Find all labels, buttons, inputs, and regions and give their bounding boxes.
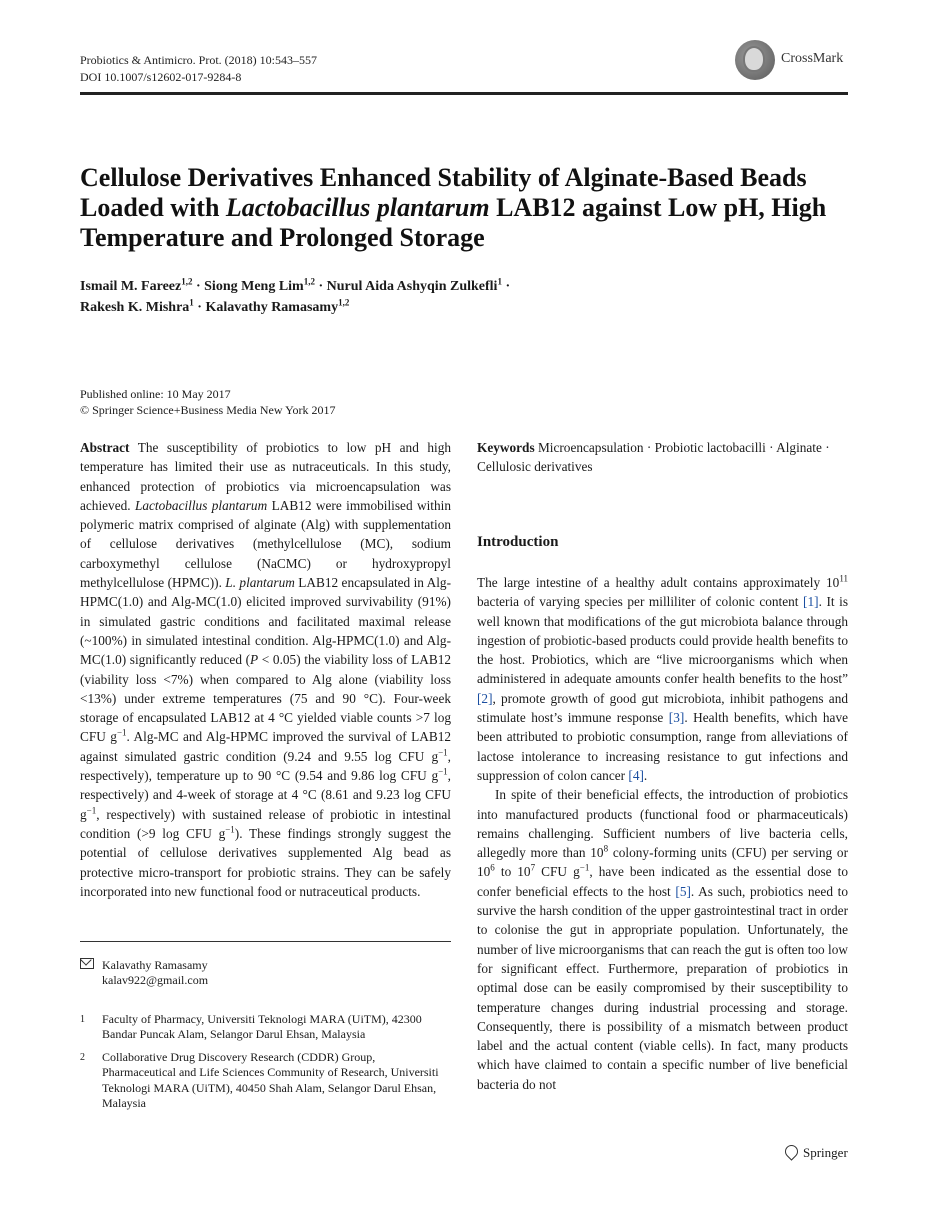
author[interactable]: Nurul Aida Ashyqin Zulkefli$^1$ [326,276,502,294]
journal-citation: Probiotics & Antimicro. Prot. (2018) 10:543–557 [80,53,317,67]
crossmark-icon [735,40,775,80]
corresponding-author [80,958,451,989]
paragraph: The large intestine of a healthy adult contains approximately $10^{11}$ bacteria of varying species per milliliter of colonic content [1]. It is well known that modifications of the gut microbiota balance through ingestion of probiotic-based products could provide health benefits to the host. Probiotics, which are “live microorganisms which when administered in adequate amounts confer health benefits to the host” [2], promote growth of good gut microbiota, inhibit pathogens and stimulate host’s immune response [3]. Health benefits, which have been attributed to probiotic consumption, range from alleviations of lactose intolerance to increasing resistance to gut infections and suppression of colon cancer [4]. [477,573,848,783]
author-list: Ismail M. Fareez$^{1,2}$ · Siong Meng Lim$^{1,2}$ · Nurul Aida Ashyqin Zulkefli$^1$ · Rakesh K. Mishra$^1$ · Kalavathy Ramasamy$^{1,2}$ [80,276,511,315]
citation-link[interactable]: [2] [477,690,493,706]
citation-link[interactable]: [3] [668,710,685,726]
copyright: © Springer Science+Business Media New York 2017 [80,403,336,417]
envelope-icon [80,958,94,973]
crossmark-label: CrossMark [781,51,844,66]
article-title: Cellulose Derivatives Enhanced Stability of Alginate-Based Beads Loaded with Lactobacillus plantarum LAB12 against Low pH, High Temperature and Prolonged Storage [80,163,827,252]
published-date: Published online: 10 May 2017 [80,387,231,401]
header-rule [80,92,848,95]
author[interactable]: Rakesh K. Mishra$^1$ [80,297,194,315]
citation-link[interactable]: [4] [628,767,644,783]
affiliation-2: 2 Collaborative Drug Discovery Research (CDDR) Group, Pharmaceutical and Life Sciences Community of Research, Universiti Teknologi MARA (UiTM), 40450 Shah Alam, Selangor Darul Ehsan, Malaysia [80,1050,439,1110]
footnote-rule [80,941,451,942]
corresponding-name: Kalavathy Ramasamy [102,958,208,972]
doi[interactable]: DOI 10.1007/s12602-017-9284-8 [80,70,242,84]
author[interactable]: Siong Meng Lim$^{1,2}$ [204,276,315,294]
abstract: Abstract The susceptibility of probiotics to low pH and high temperature has limited their use as nutraceuticals. In this study, enhanced protection of probiotics via microencapsulation was achieved. Lactobacillus plantarum LAB12 were immobilised within polymeric matrix comprised of alginate (Alg) with supplementation of cellulose derivatives (methylcellulose (MC), sodium carboxymethyl cellulose (NaCMC) or hydroxypropyl methylcellulose (HPMC)). L. plantarum LAB12 encapsulated in Alg-HPMC(1.0) and Alg-MC(1.0) elicited improved survivability (91%) in simulated gastric conditions and facilitated maximal release (~100%) in simulated intestinal condition. Alg-HPMC(1.0) and Alg-MC(1.0) significantly reduced (P < 0.05) the viability loss of LAB12 (viability loss <7%) when compared to Alg alone (viability loss <13%) under extreme temperatures (75 and 90 °C). Four-week storage of encapsulated LAB12 at 4 °C yielded viable counts >7 log CFU $g^{-1}$. Alg-MC and Alg-HPMC improved the survival of LAB12 against simulated gastric condition (9.24 and 9.55 log CFU $g^{-1}$, respectively), temperature up to 90 °C (9.54 and 9.86 log CFU $g^{-1}$, respectively) and 4-week of storage at 4 °C (8.61 and 9.23 log CFU $g^{-1}$, respectively) with sustained release of probiotic in intestinal condition (>9 log CFU $g^{-1}$). These findings strongly suggest the potential of cellulose derivatives supplemented Alg bead as protective micro-transport for probiotic strains. They can be safely incorporated into new functional food or nutraceutical products. [80,440,452,899]
citation-link[interactable]: [1] [803,594,819,610]
publisher-logo: Springer [785,1145,848,1161]
crossmark-badge[interactable] [735,40,855,80]
author[interactable]: Kalavathy Ramasamy$^{1,2}$ [205,297,350,315]
corresponding-email[interactable]: kalav922@gmail.com [102,973,209,988]
introduction-body [477,573,848,1094]
springer-horse-icon [782,1142,800,1160]
citation-link[interactable]: [5] [675,883,691,899]
paragraph: In spite of their beneficial effects, the introduction of probiotics into manufactured products (functional food or pharmaceuticals) remains challenging. Sufficient numbers of live bacteria cells, allegedly more than $10^8$ colony-forming units (CFU) per serving or $10^6$ to $10^7$ CFU $g^{-1}$, have been indicated as the essential dose to confer beneficial effects to the host [5]. As such, probiotics need to survive the harsh condition of the upper gastrointestinal tract in order to colonise the gut in appropriate population. Unfortunately, the number of live microorganisms that can reach the gut is often too low for significant effect. Furthermore, preparation of probiotics in optimal dose can be easily compromised by their susceptibility to temperature changes during industrial processing and storage. Consequently, there is possibility of a mismatch between product label and the actual content (viable cells). In fact, many products which have claimed to contain a specific number of live beneficial bacteria do not [477,787,849,1092]
section-heading-introduction: Introduction [477,534,559,550]
journal-header [80,52,317,86]
keywords-label: Keywords [477,440,535,455]
affiliation-1: 1 Faculty of Pharmacy, Universiti Teknologi MARA (UiTM), 42300 Bandar Puncak Alam, Selangor Darul Ehsan, Malaysia [80,1012,422,1042]
publication-info [80,386,336,418]
keywords: Keywords Microencapsulation · Probiotic lactobacilli · Alginate · Cellulosic derivatives [477,440,830,475]
author[interactable]: Ismail M. Fareez$^{1,2}$ [80,276,193,294]
abstract-label: Abstract [80,440,130,455]
